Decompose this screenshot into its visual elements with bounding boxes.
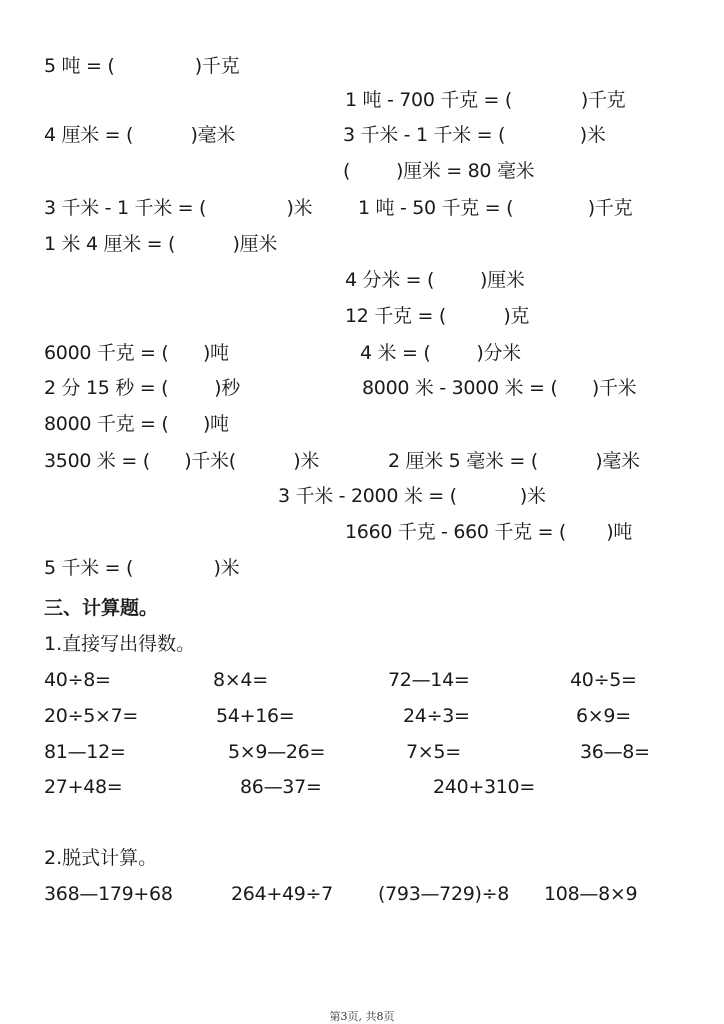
- step-problem: 368—179+68: [44, 883, 173, 905]
- conversion-problem: 3 千米 - 1 千米 = ( )米: [44, 197, 313, 219]
- part2-title: 2.脱式计算。: [44, 847, 158, 869]
- part1-title: 1.直接写出得数。: [44, 633, 196, 655]
- oral-problem: 81—12=: [44, 741, 126, 763]
- conversion-problem: 1 吨 - 700 千克 = ( )千克: [345, 89, 626, 111]
- section-title: 三、计算题。: [44, 597, 159, 619]
- conversion-problem: 8000 千克 = ( )吨: [44, 413, 229, 435]
- conversion-problem: 1660 千克 - 660 千克 = ( )吨: [345, 521, 633, 543]
- oral-problem: 24÷3=: [403, 705, 470, 727]
- oral-problem: 240+310=: [433, 776, 535, 798]
- conversion-problem: 3 千米 - 2000 米 = ( )米: [278, 485, 546, 507]
- conversion-problem: 4 厘米 = ( )毫米: [44, 124, 236, 146]
- oral-problem: 8×4=: [213, 669, 268, 691]
- oral-problem: 20÷5×7=: [44, 705, 139, 727]
- conversion-problem: 8000 米 - 3000 米 = ( )千米: [362, 377, 637, 399]
- oral-problem: 40÷8=: [44, 669, 111, 691]
- conversion-problem: 1 米 4 厘米 = ( )厘米: [44, 233, 278, 255]
- oral-problem: 27+48=: [44, 776, 123, 798]
- oral-problem: 36—8=: [580, 741, 650, 763]
- oral-problem: 40÷5=: [570, 669, 637, 691]
- oral-problem: 6×9=: [576, 705, 631, 727]
- conversion-problem: 2 厘米 5 毫米 = ( )毫米: [388, 450, 640, 472]
- conversion-problem: 1 吨 - 50 千克 = ( )千克: [358, 197, 633, 219]
- oral-problem: 72—14=: [388, 669, 470, 691]
- conversion-problem: 6000 千克 = ( )吨: [44, 342, 229, 364]
- conversion-problem: 12 千克 = ( )克: [345, 305, 530, 327]
- conversion-problem: 5 吨 = ( )千克: [44, 55, 240, 77]
- oral-problem: 7×5=: [406, 741, 461, 763]
- conversion-problem: 4 米 = ( )分米: [360, 342, 521, 364]
- conversion-problem: ( )厘米 = 80 毫米: [343, 160, 535, 182]
- conversion-problem: 3 千米 - 1 千米 = ( )米: [343, 124, 606, 146]
- conversion-problem: 5 千米 = ( )米: [44, 557, 240, 579]
- conversion-problem: 4 分米 = ( )厘米: [345, 269, 525, 291]
- oral-problem: 86—37=: [240, 776, 322, 798]
- step-problem: 108—8×9: [544, 883, 638, 905]
- page-footer: 第3页, 共8页: [329, 1010, 395, 1023]
- oral-problem: 54+16=: [216, 705, 295, 727]
- conversion-problem: 2 分 15 秒 = ( )秒: [44, 377, 240, 399]
- oral-problem: 5×9—26=: [228, 741, 326, 763]
- conversion-problem: 3500 米 = ( )千米( )米: [44, 450, 320, 472]
- step-problem: (793—729)÷8: [378, 883, 510, 905]
- step-problem: 264+49÷7: [231, 883, 333, 905]
